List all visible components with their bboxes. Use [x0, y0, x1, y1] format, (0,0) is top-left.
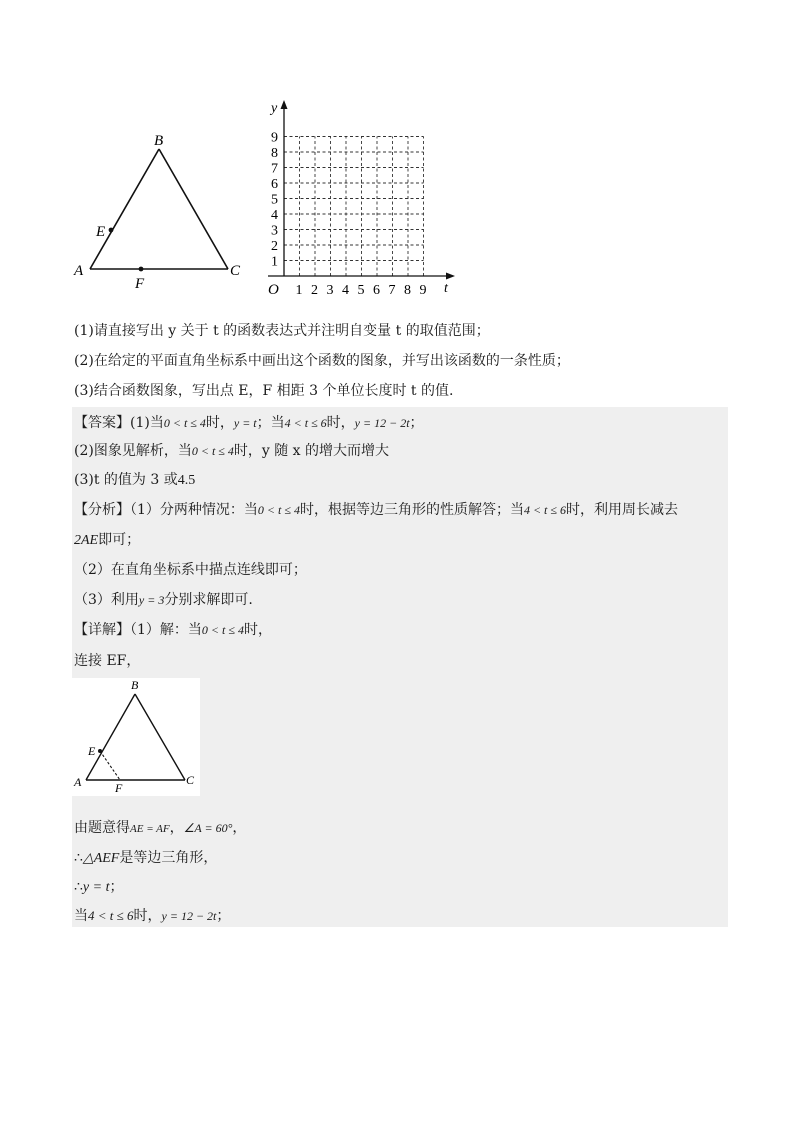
text: 分别求解即可.	[164, 592, 253, 608]
detail-line-4	[74, 848, 217, 869]
text: 时，	[205, 415, 234, 431]
answer-line-2	[74, 441, 389, 461]
math-expr: △AEF	[82, 851, 120, 866]
x-tick-label: 3	[326, 283, 334, 298]
y-tick-label: 9	[271, 130, 278, 146]
math-expr: 0 < t ≤ 4	[163, 416, 206, 430]
text: 时，	[243, 622, 272, 638]
y-axis-arrow	[281, 100, 288, 109]
detail-line-5	[74, 877, 123, 898]
label-a: A	[74, 775, 82, 789]
x-axis-arrow	[446, 273, 455, 280]
text: (3)t 的值为 3 或	[74, 472, 178, 488]
math-expr: 0 < t ≤ 4	[191, 444, 234, 458]
text: 时，	[326, 415, 355, 431]
label-c: C	[186, 773, 195, 787]
text: 时，利用周长减去	[565, 502, 678, 518]
text: 当	[74, 908, 88, 924]
text: ；	[216, 908, 231, 924]
y-tick-label: 8	[271, 146, 278, 161]
origin-label: O	[268, 282, 279, 298]
math-expr: y = 3	[138, 593, 165, 607]
math-expr: 4 < t ≤ 6	[88, 908, 134, 923]
text: （1）分两种情况：当	[130, 502, 258, 518]
detail-line-6	[74, 906, 230, 926]
math-expr: ∠A = 60°	[183, 821, 233, 835]
analysis-line-2	[74, 530, 140, 551]
text: ，	[169, 820, 184, 836]
math-expr: 4.5	[177, 473, 196, 488]
y-tick-label: 4	[271, 208, 278, 223]
question-3: (3)结合函数图象，写出点 E，F 相距 3 个单位长度时 t 的值.	[74, 383, 454, 399]
analysis-line-1	[74, 500, 678, 520]
answer-line-3	[74, 470, 195, 491]
math-expr: y = 12 − 2t	[354, 416, 410, 430]
text: ；	[409, 415, 424, 431]
y-axis-label: y	[271, 101, 278, 116]
coordinate-grid	[258, 96, 468, 300]
answer-tag: 【答案】	[74, 415, 130, 431]
text: ；当	[256, 415, 285, 431]
math-expr: y = t	[82, 880, 110, 895]
y-tick-label: 5	[271, 192, 278, 208]
x-tick-label: 5	[357, 283, 365, 298]
detail-line-3	[74, 818, 246, 839]
text: ；	[109, 879, 124, 895]
text: 由题意得	[74, 820, 130, 836]
text: 时，y 随 x 的增大而增大	[233, 443, 390, 459]
math-expr: 0 < t ≤ 4	[257, 503, 300, 517]
detail-tag: 【详解】	[74, 622, 130, 638]
text: （3）利用	[74, 592, 139, 608]
math-expr: y = 12 − 2t	[161, 909, 217, 923]
math-expr: y = t	[233, 416, 257, 430]
x-tick-label: 8	[404, 283, 411, 298]
x-tick-label: 6	[373, 283, 380, 298]
detail-line-2: 连接 EF，	[74, 653, 141, 669]
question-2: (2)在给定的平面直角坐标系中画出这个函数的图象，并写出该函数的一条性质；	[74, 353, 570, 369]
math-expr: 4 < t ≤ 6	[523, 503, 566, 517]
triangle-figure	[60, 125, 260, 295]
text: 时，根据等边三角形的性质解答；当	[299, 502, 524, 518]
math-expr: 4 < t ≤ 6	[284, 416, 327, 430]
y-tick-label: 2	[271, 239, 278, 254]
answer-line-1	[74, 413, 424, 433]
label-b: B	[131, 678, 139, 692]
x-tick-label: 4	[342, 283, 349, 298]
text: （1）解：当	[130, 622, 202, 638]
x-tick-label: 1	[295, 283, 303, 298]
label-a: A	[74, 263, 84, 279]
detail-triangle-figure	[72, 678, 200, 796]
point-e-dot	[98, 749, 102, 753]
math-expr: AE = AF	[130, 823, 170, 835]
point-e-dot	[109, 228, 114, 233]
label-e: E	[88, 744, 96, 758]
text: (1)当	[130, 415, 164, 431]
analysis-line-3: （2）在直角坐标系中描点连线即可；	[74, 562, 307, 578]
math-expr: 2AE	[74, 533, 99, 548]
y-tick-label: 1	[271, 254, 278, 270]
text: ，	[232, 820, 247, 836]
analysis-tag: 【分析】	[74, 502, 130, 518]
text: 时，	[133, 908, 162, 924]
x-tick-label: 2	[311, 283, 318, 298]
text: (2)图象见解析，当	[74, 443, 192, 459]
question-1: (1)请直接写出 y 关于 t 的函数表达式并注明自变量 t 的取值范围；	[74, 323, 490, 339]
text: 是等边三角形，	[119, 850, 218, 866]
analysis-line-4	[74, 590, 253, 610]
text: 即可；	[98, 532, 141, 548]
label-f: F	[115, 781, 123, 795]
math-expr: 0 < t ≤ 4	[201, 623, 244, 637]
label-e: E	[96, 224, 106, 240]
x-axis-label: t	[444, 281, 448, 296]
y-tick-label: 7	[271, 161, 278, 177]
x-tick-label: 7	[388, 283, 396, 298]
y-tick-label: 6	[271, 177, 278, 192]
label-b: B	[154, 133, 164, 149]
text: ∴	[74, 850, 83, 866]
point-f-dot	[139, 267, 144, 272]
detail-line-1	[74, 620, 272, 640]
x-tick-label: 9	[419, 283, 427, 298]
text: ∴	[74, 879, 83, 895]
label-f: F	[135, 276, 145, 292]
label-c: C	[230, 263, 241, 279]
y-tick-label: 3	[271, 223, 278, 239]
